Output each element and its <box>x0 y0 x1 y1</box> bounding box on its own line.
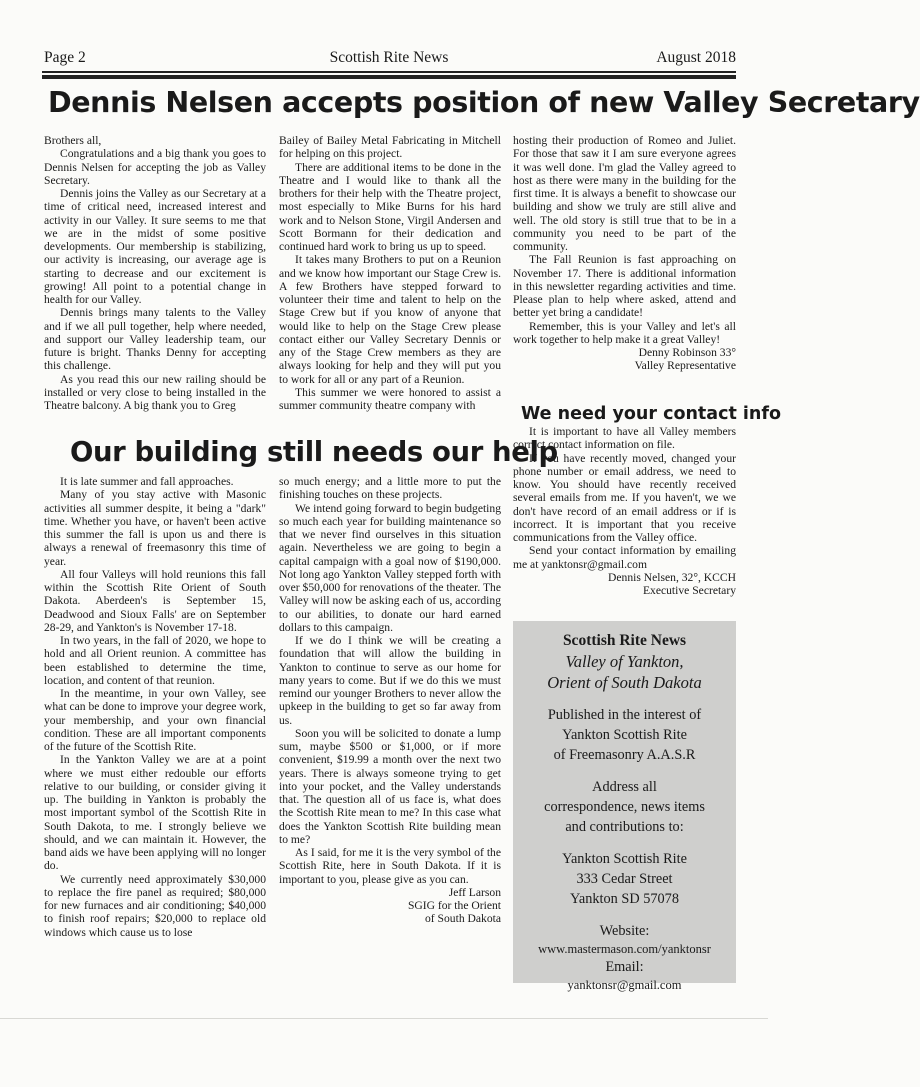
email-label: Email: <box>605 959 644 975</box>
masthead-text: Yankton Scottish Rite <box>562 727 687 743</box>
masthead-box <box>513 621 736 992</box>
signature-name: Dennis Nelsen, 32°, KCCH <box>608 570 736 584</box>
paragraph: It is important to have all Valley members correct contact information on file. <box>513 425 736 452</box>
paragraph: Bailey of Bailey Metal Fabricating in Mitchell for helping on this project. <box>279 134 501 161</box>
paragraph: If we do I think we will be creating a foundation that will allow the building in Yankton to continue to serve as our home for many years to come. But if we do this we must remind our younger Brothers to never allow the upkeep in the building to get so far away from us. <box>279 634 501 727</box>
masthead-text: and contributions to: <box>565 819 684 835</box>
masthead-org: Yankton Scottish Rite <box>562 851 687 867</box>
paragraph: In the Yankton Valley we are at a point where we must either redouble our efforts relative to our building, or consider giving it up. The building in Yankton is probably the most important symbol of the Scottish Rite in South Dakota, to me. I strongly believe we should, and we can maintain it. However, the band aids we have been applying will no longer do. <box>44 753 266 873</box>
header-rule-thin <box>42 71 736 73</box>
article1-column-3 <box>513 134 736 373</box>
page-fold-line <box>0 1018 768 1019</box>
paragraph: We intend going forward to begin budgeting so much each year for building maintenance so that we never find ourselves in this situation again. Nevertheless we are going to begin a capital campaign with a goal now of $190,000. Not long ago Yankton Valley stepped forth with over $50,000 for renovations of the theater. The Valley will now be asking each of us, according to our abilities, to donate our hard earned dollars to this campaign. <box>279 501 501 634</box>
article2-headline: Our building still needs our help <box>70 436 558 468</box>
masthead-text: Address all <box>592 779 657 795</box>
masthead-subtitle: Valley of Yankton, <box>565 652 684 671</box>
article2-column-2 <box>279 475 501 926</box>
paragraph: hosting their production of Romeo and Juliet. For those that saw it I am sure everyone agrees it was well done. I'm glad the Valley agreed to host as there were many in the building for the first time. It is always a benefit to showcase our building and show we truly are still alive and well. The old story is still true that to be in a community you need to be part of the community. <box>513 134 736 253</box>
signature-title: Executive Secretary <box>642 584 736 597</box>
website-label: Website: <box>599 923 650 939</box>
paragraph: This summer we were honored to assist a summer community theatre company with <box>279 385 501 412</box>
website-link[interactable]: www.mastermason.com/yanktonsr <box>538 942 711 956</box>
paragraph: Dennis brings many talents to the Valley and if we all pull together, help where needed, and support our Valley leadership team, our future is bright. Thanks Denny for accepting this challenge. <box>44 306 266 373</box>
paragraph: There are additional items to be done in the Theatre and I would like to thank all the brothers for their help with the Theatre project, most especially to Mike Burns for his hard work and to Nelson Stone, Virgil Andersen and Scott Bormann for their dedication and continued hard work to bring us up to speed. <box>279 160 501 253</box>
paragraph: Many of you stay active with Masonic activities all summer despite, it being a "dark" time. Whether you have, or haven't been active this summer the fall is upon us and there is always a renewal of freemasonry this time of year. <box>44 488 266 568</box>
paragraph: Congratulations and a big thank you goes to Dennis Nelsen for accepting the job as Valley Secretary. <box>44 147 266 187</box>
signature-title: of South Dakota <box>425 912 501 926</box>
page-number: Page 2 <box>44 49 86 66</box>
paragraph: Brothers all, <box>44 134 102 147</box>
paragraph: The Fall Reunion is fast approaching on November 17. There is additional information in this newsletter regarding activities and time. Please plan to help where asked, attend and better yet bring a candidate! <box>513 253 736 320</box>
signature-title: SGIG for the Orient <box>407 899 501 912</box>
article1-column-2 <box>279 134 501 412</box>
paragraph: It takes many Brothers to put on a Reunion and we know how important our Stage Crew is. A few Brothers have stepped forward to volunteer their time and talent to help on the Stage Crew but if you know of anyone that would like to help on the Stage Crew please contact either our Valley Secretary Dennis or any of the Stage Crew members as they are always looking for help and they will put you to work for all or any part of a Reunion. <box>279 253 501 386</box>
masthead-subtitle: Orient of South Dakota <box>547 673 702 692</box>
paragraph: As I said, for me it is the very symbol of the Scottish Rite, here in South Dakota. If it is important to you, please give as you can. <box>279 846 501 886</box>
article3-headline: We need your contact info <box>521 404 782 424</box>
paragraph: If you have recently moved, changed your phone number or email address, we need to know. You should have recently received several emails from me. If you haven't, we we don't have record of an email address or if is incorrect. It is important that you receive communications from the Valley office. <box>513 451 736 544</box>
masthead-text: correspondence, news items <box>544 799 705 815</box>
signature-title: Valley Representative <box>634 359 736 373</box>
signature-name: Jeff Larson <box>448 885 501 899</box>
paragraph: We currently need approximately $30,000 to replace the fire panel as required; $80,000 for new furnaces and air conditioning; $40,000 to finish roof repairs; $20,000 to replace old windows which cause us to lose <box>44 872 266 939</box>
article3-body <box>513 425 736 597</box>
header-rule-thick <box>42 75 736 79</box>
paragraph: so much energy; and a little more to put the finishing touches on these projects. <box>279 475 501 502</box>
paragraph: All four Valleys will hold reunions this fall within the Scottish Rite Orient of South Dakota. Aberdeen's is September 15, Deadwood and Sioux Falls' are on September 28-29, and Yankton's is November 17-18. <box>44 567 266 634</box>
masthead-text: of Freemasonry A.A.S.R <box>553 747 696 763</box>
paragraph: Dennis joins the Valley as our Secretary at a time of critical need, increased interest and activity in our Valley. It sure seems to me that we are in the midst of some positive developments. Our membership is stabilizing, our activity is increasing, our average age is starting to decrease and our excitement is growing! All point to a potential change in health for our Valley. <box>44 187 266 306</box>
paragraph: Soon you will be solicited to donate a lump sum, maybe $500 or $1,000, or if more convenient, $19.99 a month over the next two years. There is always someone trying to get into your pocket, and the Valley understands that. The question all of us face is, what does the Scottish Rite mean to me? In this case what does the Yankton Scottish Rite building mean to me? <box>279 726 501 846</box>
paragraph: As you read this our new railing should be installed or very close to being installed in the Theatre balcony. A big thank you to Greg <box>44 372 266 412</box>
paragraph: Remember, this is your Valley and let's all work together to help make it a great Valley! <box>513 319 736 346</box>
paragraph: Send your contact information by emailing me at yanktonsr@gmail.com <box>513 544 736 571</box>
masthead-title: Scottish Rite News <box>562 632 687 649</box>
issue-date: August 2018 <box>656 49 736 66</box>
signature-name: Denny Robinson 33° <box>638 346 736 359</box>
publication-name: Scottish Rite News <box>329 49 449 66</box>
article1-column-1 <box>44 134 266 412</box>
paragraph: It is late summer and fall approaches. <box>60 475 234 488</box>
masthead-street: 333 Cedar Street <box>576 871 673 887</box>
article2-column-1 <box>44 475 266 939</box>
paragraph: In the meantime, in your own Valley, see what can be done to improve your degree work, your membership, and your own financial condition. These are all important components of the future of the Scottish Rite. <box>44 687 266 753</box>
email-link[interactable]: yanktonsr@gmail.com <box>567 978 682 992</box>
masthead-text: Published in the interest of <box>547 707 702 723</box>
page-header <box>42 47 736 67</box>
paragraph: In two years, in the fall of 2020, we hope to hold and all Orient reunion. A committee has been established to determine the time, location, and content of that reunion. <box>44 634 266 687</box>
article1-headline: Dennis Nelsen accepts position of new Valley Secretary <box>48 86 920 119</box>
masthead-city: Yankton SD 57078 <box>570 891 679 907</box>
